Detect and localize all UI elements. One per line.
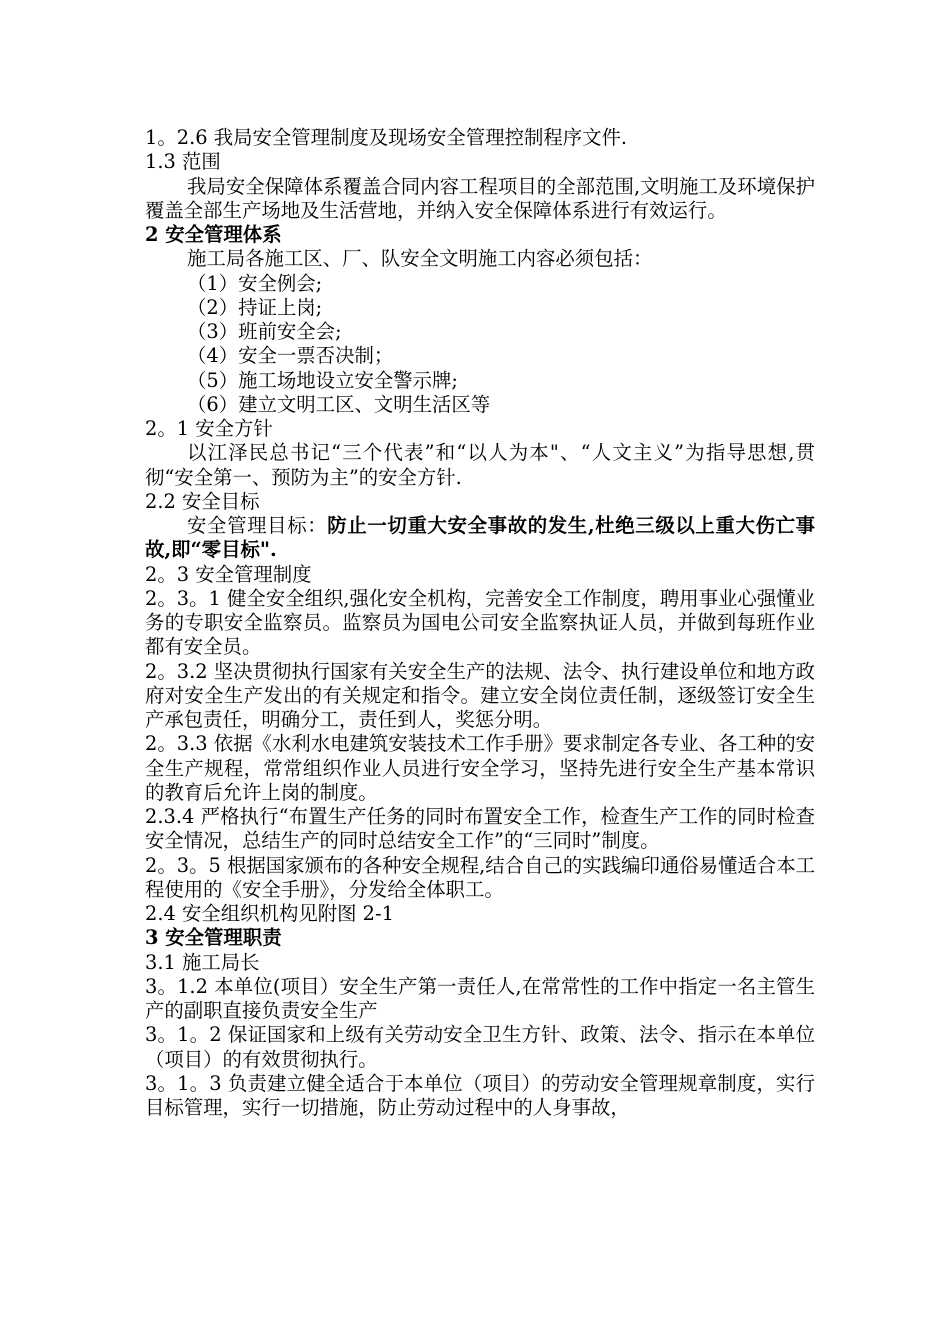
list-item: （1）安全例会;	[187, 271, 323, 295]
paragraph-2-3-4: 2.3.4 严格执行“布置生产任务的同时布置安全工作，检查生产工作的同时检查安全情况，总结生产的同时总结安全工作”的“三同时”制度。	[145, 805, 815, 853]
paragraph-content-intro: 施工局各施工区、厂、队安全文明施工内容必须包括：	[187, 247, 653, 271]
paragraph-3-1-3: 3。1。3 负责建立健全适合于本单位（项目）的劳动安全管理规章制度，实行目标管理，实行一切措施，防止劳动过程中的人身事故，	[145, 1071, 815, 1119]
list-item: （5）施工场地设立安全警示牌;	[187, 368, 458, 392]
safety-goal-label: 安全管理目标：	[187, 514, 328, 537]
section-2-2-title: 2.2 安全目标	[145, 489, 260, 513]
heading-3-safety-duties: 3 安全管理职责	[145, 926, 282, 950]
document-page	[145, 126, 815, 1120]
section-2-4-title: 2.4 安全组织机构见附图 2-1	[145, 902, 394, 925]
list-item: （2）持证上岗;	[187, 295, 323, 319]
paragraph-2-3-1: 2。3。1 健全安全组织,强化安全机构，完善安全工作制度，聘用事业心强懂业务的专职安全监察员。监察员为国电公司安全监察执证人员，并做到每班作业都有安全员。	[145, 586, 815, 659]
paragraph-2-3-2: 2。3.2 坚决贯彻执行国家有关安全生产的法规、法令、执行建设单位和地方政府对安全生产发出的有关规定和指令。建立安全岗位责任制，逐级签订安全生产承包责任，明确分工，责任到人，奖惩分明。	[145, 659, 815, 731]
section-2-3-title: 2。3 安全管理制度	[145, 562, 312, 586]
section-1-3-title: 1.3 范围	[145, 150, 221, 174]
list-item: （6）建立文明工区、文明生活区等	[187, 392, 491, 416]
paragraph-safety-goal	[145, 514, 815, 563]
paragraph-scope: 我局安全保障体系覆盖合同内容工程项目的全部范围,文明施工及环境保护覆盖全部生产场地及生活营地，并纳入安全保障体系进行有效运行。	[145, 174, 815, 222]
section-2-1-title: 2。1 安全方针	[145, 417, 273, 440]
safety-goal-text: 防止一切重大安全事故的发生,杜绝三级以上重大伤亡事故,即“零目标".	[145, 514, 816, 562]
paragraph-2-3-5: 2。3。5 根据国家颁布的各种安全规程,结合自己的实践编印通俗易懂适合本工程使用的《安全手册》，分发给全体职工。	[145, 853, 815, 901]
paragraph-2-3-3: 2。3.3 依据《水利水电建筑安装技术工作手册》要求制定各专业、各工种的安全生产规程，常常组织作业人员进行安全学习，坚持先进行安全生产基本常识的教育后允许上岗的制度。	[145, 732, 815, 804]
paragraph-safety-policy: 以江泽民总书记“三个代表”和“以人为本"、“人文主义”为指导思想,贯彻“安全第一、预防为主”的安全方针.	[145, 441, 815, 489]
heading-2-safety-system: 2 安全管理体系	[145, 223, 282, 246]
paragraph-1-2-6: 1。2.6 我局安全管理制度及现场安全管理控制程序文件.	[145, 126, 628, 149]
section-3-1-title: 3.1 施工局长	[145, 950, 260, 974]
list-item: （4）安全一票否决制；	[187, 344, 394, 368]
paragraph-3-1-2a: 3。1.2 本单位(项目）安全生产第一责任人,在常常性的工作中指定一名主管生产的副职直接负责安全生产	[145, 974, 815, 1022]
list-item: （3）班前安全会;	[187, 320, 342, 343]
paragraph-3-1-2b: 3。1。2 保证国家和上级有关劳动安全卫生方针、政策、法令、指示在本单位（项目）的有效贯彻执行。	[145, 1023, 815, 1071]
